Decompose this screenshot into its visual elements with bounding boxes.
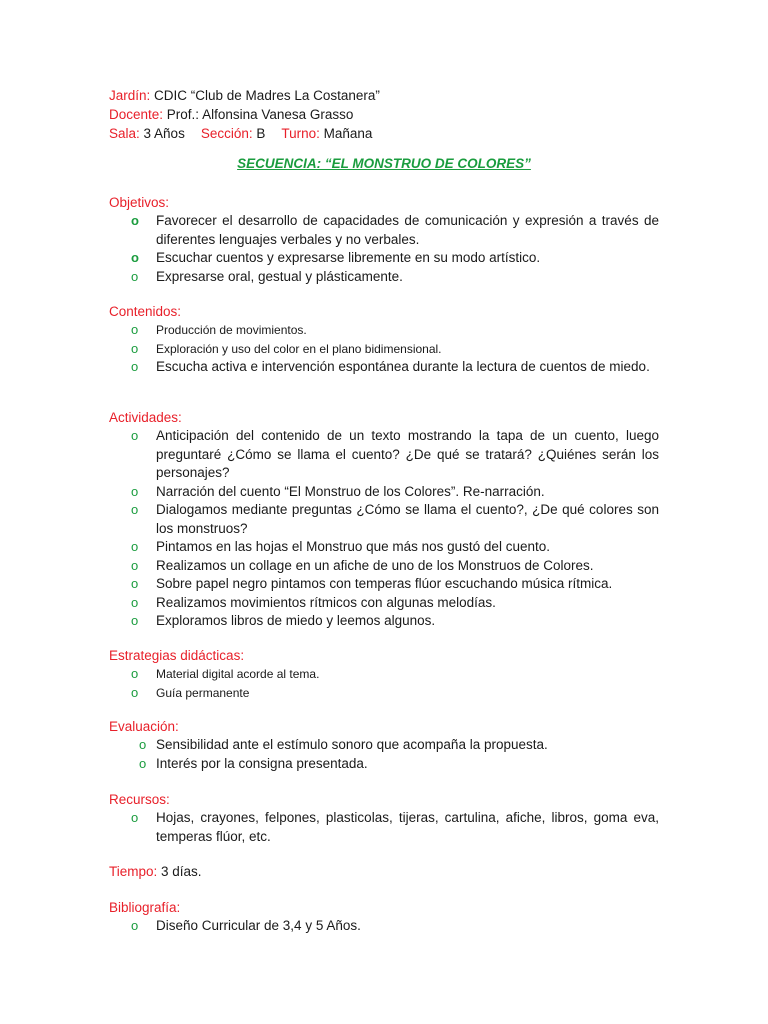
list-item: o Producción de movimientos. — [109, 321, 659, 340]
bullet-icon: o — [131, 810, 139, 825]
recursos-list — [109, 809, 659, 846]
bullet-icon: o — [131, 666, 139, 681]
bullet-icon: o — [131, 539, 139, 554]
list-item: o Dialogamos mediante preguntas ¿Cómo se llama el cuento?, ¿De qué colores son los monstruos? — [131, 502, 659, 536]
evaluacion-list — [109, 736, 659, 773]
evaluacion-heading: Evaluación: — [109, 719, 179, 734]
list-item: o Realizamos movimientos rítmicos con algunas melodías. — [109, 594, 659, 613]
list-item: o Narración del cuento “El Monstruo de los Colores”. Re-narración. — [109, 483, 659, 502]
list-item: o Escucha activa e intervención espontánea durante la lectura de cuentos de miedo. — [109, 358, 659, 377]
bullet-icon: o — [131, 268, 139, 284]
sala-label: Sala: — [109, 126, 140, 141]
bullet-icon: o — [131, 502, 139, 517]
actividades-section — [109, 408, 659, 631]
list-item: o Interés por la consigna presentada. — [109, 755, 659, 774]
bullet-icon: o — [131, 340, 139, 356]
list-item: o Sensibilidad ante el estímulo sonoro que acompaña la propuesta. — [109, 736, 659, 755]
turno-value: Mañana — [319, 126, 373, 141]
sala-value: 3 Años — [139, 126, 185, 141]
jardin-label: Jardín: — [109, 88, 151, 103]
contenidos-list — [109, 321, 659, 377]
docente-value: Prof.: Alfonsina Vanesa Grasso — [163, 107, 354, 122]
bullet-icon: o — [131, 576, 139, 591]
document-title: SECUENCIA: “EL MONSTRUO DE COLORES” — [237, 156, 531, 171]
bullet-icon: o — [131, 359, 139, 374]
bullet-icon: o — [131, 594, 139, 610]
bibliografia-heading: Bibliografía: — [109, 900, 181, 915]
bullet-icon: o — [139, 755, 147, 771]
objetivos-heading: Objetivos: — [109, 195, 170, 210]
contenidos-heading: Contenidos: — [109, 304, 182, 319]
bullet-icon: o — [131, 918, 139, 933]
actividades-list — [109, 427, 659, 631]
bullet-icon: o — [131, 557, 139, 573]
list-item: o Pintamos en las hojas el Monstruo que más nos gustó del cuento. — [109, 538, 659, 557]
actividades-heading: Actividades: — [109, 410, 182, 425]
turno-label: Turno: — [281, 126, 320, 141]
bibliografia-list — [109, 917, 659, 936]
docente-line — [109, 105, 380, 124]
estrategias-list — [109, 665, 659, 702]
list-item: o Exploramos libros de miedo y leemos algunos. — [109, 612, 659, 631]
objetivos-section — [109, 193, 659, 286]
recursos-section — [109, 790, 659, 846]
list-item: o Realizamos un collage en un afiche de uno de los Monstruos de Colores. — [109, 557, 659, 576]
header-block — [109, 86, 380, 143]
seccion-value: B — [252, 126, 266, 141]
list-item: o Favorecer el desarrollo de capacidades de comunicación y expresión a través de diferentes lenguajes verbales y no verbales. — [131, 213, 659, 247]
bibliografia-section — [109, 898, 659, 936]
bullet-icon: o — [131, 428, 139, 443]
seccion-label: Sección: — [200, 126, 253, 141]
bullet-icon: o — [131, 483, 139, 499]
list-item: o Diseño Curricular de 3,4 y 5 Años. — [109, 917, 659, 936]
list-item: o Exploración y uso del color en el plano bidimensional. — [109, 340, 659, 359]
bullet-icon: o — [131, 613, 139, 628]
jardin-line — [109, 86, 380, 105]
tiempo-label: Tiempo: — [109, 864, 158, 879]
objetivos-list — [109, 212, 659, 286]
bullet-icon: o — [131, 322, 139, 337]
tiempo-value: 3 días. — [157, 864, 202, 879]
list-item: o Anticipación del contenido de un texto mostrando la tapa de un cuento, luego preguntaré ¿Cómo se llama el cuento? ¿De qué se tratará? ¿Quiénes serán los personajes? — [131, 428, 659, 480]
list-item: o Expresarse oral, gestual y plásticamente. — [109, 268, 659, 287]
evaluacion-section — [109, 717, 659, 773]
bullet-icon: o — [139, 737, 147, 752]
list-item: o Hojas, crayones, felpones, plasticolas, tijeras, cartulina, afiche, libros, goma eva, temperas flúor, etc. — [131, 810, 659, 844]
list-item: o Guía permanente — [109, 684, 659, 703]
recursos-heading: Recursos: — [109, 792, 170, 807]
list-item: o Sobre papel negro pintamos con temperas flúor escuchando música rítmica. — [109, 575, 659, 594]
bullet-icon: o — [131, 684, 139, 700]
estrategias-section — [109, 646, 659, 702]
jardin-value: CDIC “Club de Madres La Costanera” — [150, 88, 380, 103]
estrategias-heading: Estrategias didácticas: — [109, 648, 245, 663]
bullet-icon: o — [131, 250, 139, 265]
list-item: o Material digital acorde al tema. — [109, 665, 659, 684]
sala-line — [109, 124, 380, 143]
docente-label: Docente: — [109, 107, 164, 122]
contenidos-section — [109, 302, 659, 377]
tiempo-section — [109, 862, 659, 881]
bullet-icon: o — [131, 213, 139, 228]
list-item: o Escuchar cuentos y expresarse libremente en su modo artístico. — [109, 249, 659, 268]
